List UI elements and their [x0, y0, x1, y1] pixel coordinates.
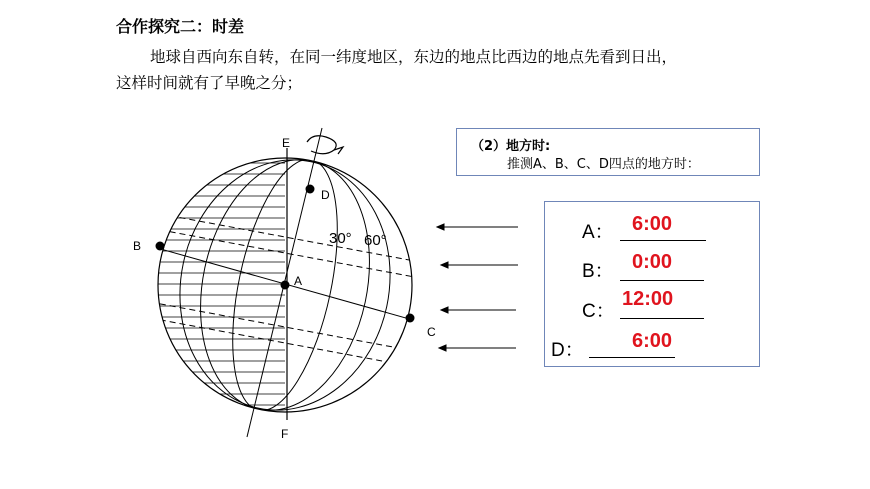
answer-line-d — [589, 357, 675, 358]
answer-label-c: C： — [582, 301, 615, 322]
answer-label-a: A： — [582, 222, 614, 243]
label-d: D — [321, 188, 330, 202]
point-a — [281, 281, 290, 290]
label-e: E — [282, 136, 291, 150]
label-f: F — [281, 427, 289, 441]
label-c: C — [427, 325, 436, 339]
answer-value-d: 6:00 — [632, 330, 673, 352]
label-b: B — [133, 239, 142, 253]
answer-value-a: 6:00 — [632, 213, 673, 235]
intro-line-2: 这样时间就有了早晚之分； — [116, 74, 303, 92]
section-title: 合作探究二：时差 — [116, 17, 245, 36]
globe-diagram — [130, 125, 436, 445]
sunlight-arrows — [430, 215, 530, 355]
point-c — [406, 314, 415, 323]
label-a: A — [294, 274, 303, 288]
answer-label-d: D： — [551, 340, 584, 361]
intro-line-1: 地球自西向东自转，在同一纬度地区，东边的地点比西边的地点先看到日出， — [150, 48, 678, 66]
question-prompt: 推测A、B、C、D四点的地方时： — [507, 157, 700, 172]
answer-label-b: B： — [582, 261, 614, 282]
answer-line-c — [620, 318, 704, 319]
answer-line-b — [620, 280, 704, 281]
answer-value-c: 12:00 — [622, 288, 674, 310]
question-box — [456, 128, 760, 176]
point-b — [156, 242, 165, 251]
intro-text — [116, 44, 776, 96]
label-angle-60: 60° — [364, 232, 387, 249]
answer-value-b: 0:00 — [632, 251, 673, 273]
answer-line-a — [620, 240, 706, 241]
rotation-arrow-icon — [307, 136, 343, 154]
point-d — [306, 185, 315, 194]
question-heading: （2）地方时: — [471, 139, 551, 154]
label-angle-30: 30° — [329, 230, 352, 247]
